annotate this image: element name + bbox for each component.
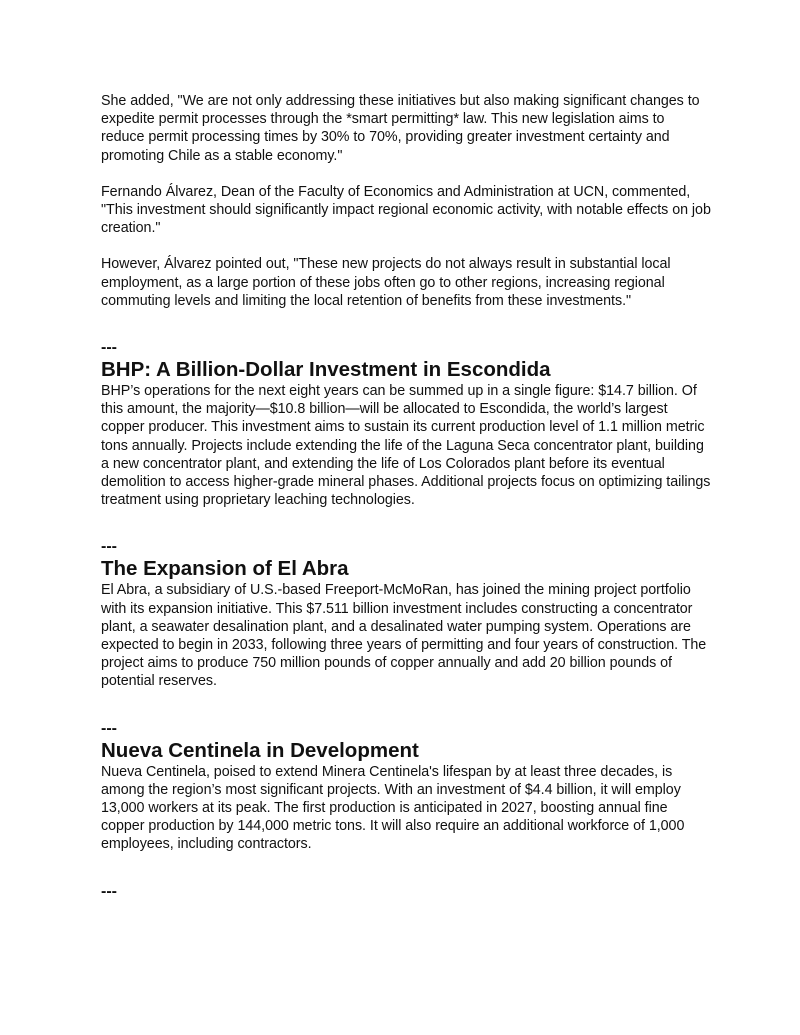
intro-paragraph-2: Fernando Álvarez, Dean of the Faculty of Economics and Administration at UCN, commented, "This investment should significantly impact regional economic activity, with notable effects on job creation." — [101, 183, 711, 237]
section-heading-el-abra: The Expansion of El Abra — [101, 557, 349, 581]
section-heading-bhp: BHP: A Billion-Dollar Investment in Escondida — [101, 358, 551, 382]
intro-paragraph-1: She added, "We are not only addressing these initiatives but also making significant changes to expedite permit processes through the *smart permitting* law. This new legislation aims to reduce permit processing times by 30% to 70%, providing greater investment certainty and promoting Chile as a stable economy." — [101, 93, 700, 164]
section-separator: --- — [101, 882, 117, 900]
section-body-el-abra: El Abra, a subsidiary of U.S.-based Freeport-McMoRan, has joined the mining project portfolio with its expansion initiative. This $7.511 billion investment includes constructing a concentrator plant, a seawater desalination plant, and a desalinated water pumping system. Operations are expected to begin in 2033, following three years of permitting and four years of construction. The project aims to produce 750 million pounds of copper annually and add 20 billion pounds of potential reserves. — [101, 582, 707, 690]
document-page — [101, 92, 711, 902]
section-separator: --- — [101, 538, 117, 556]
section-body-bhp: BHP’s operations for the next eight years can be summed up in a single figure: $14.7 billion. Of this amount, the majority—$10.8 billion—will be allocated to Escondida, the world’s largest copper producer. This investment aims to sustain its current production level of 1.1 million metric tons annually. Projects include extending the life of the Laguna Seca concentrator plant, building a new concentrator plant, and extending the life of Los Colorados plant before its eventual demolition to access higher-grade mineral phases. Additional projects focus on optimizing tailings treatment using proprietary leaching technologies. — [101, 383, 711, 509]
section-heading-nueva-centinela: Nueva Centinela in Development — [101, 738, 419, 762]
section-separator: --- — [101, 719, 117, 737]
intro-paragraph-3: However, Álvarez pointed out, "These new projects do not always result in substantial local employment, as a large portion of these jobs often go to other regions, increasing regional commuting levels and limiting the local retention of benefits from these investments." — [101, 256, 671, 309]
section-body-nueva-centinela: Nueva Centinela, poised to extend Minera Centinela's lifespan by at least three decades, is among the region’s most significant projects. With an investment of $4.4 billion, it will employ 13,000 workers at its peak. The first production is anticipated in 2027, boosting annual fine copper production by 144,000 metric tons. It will also require an additional workforce of 1,000 employees, including contractors. — [101, 763, 685, 853]
section-separator: --- — [101, 339, 117, 357]
